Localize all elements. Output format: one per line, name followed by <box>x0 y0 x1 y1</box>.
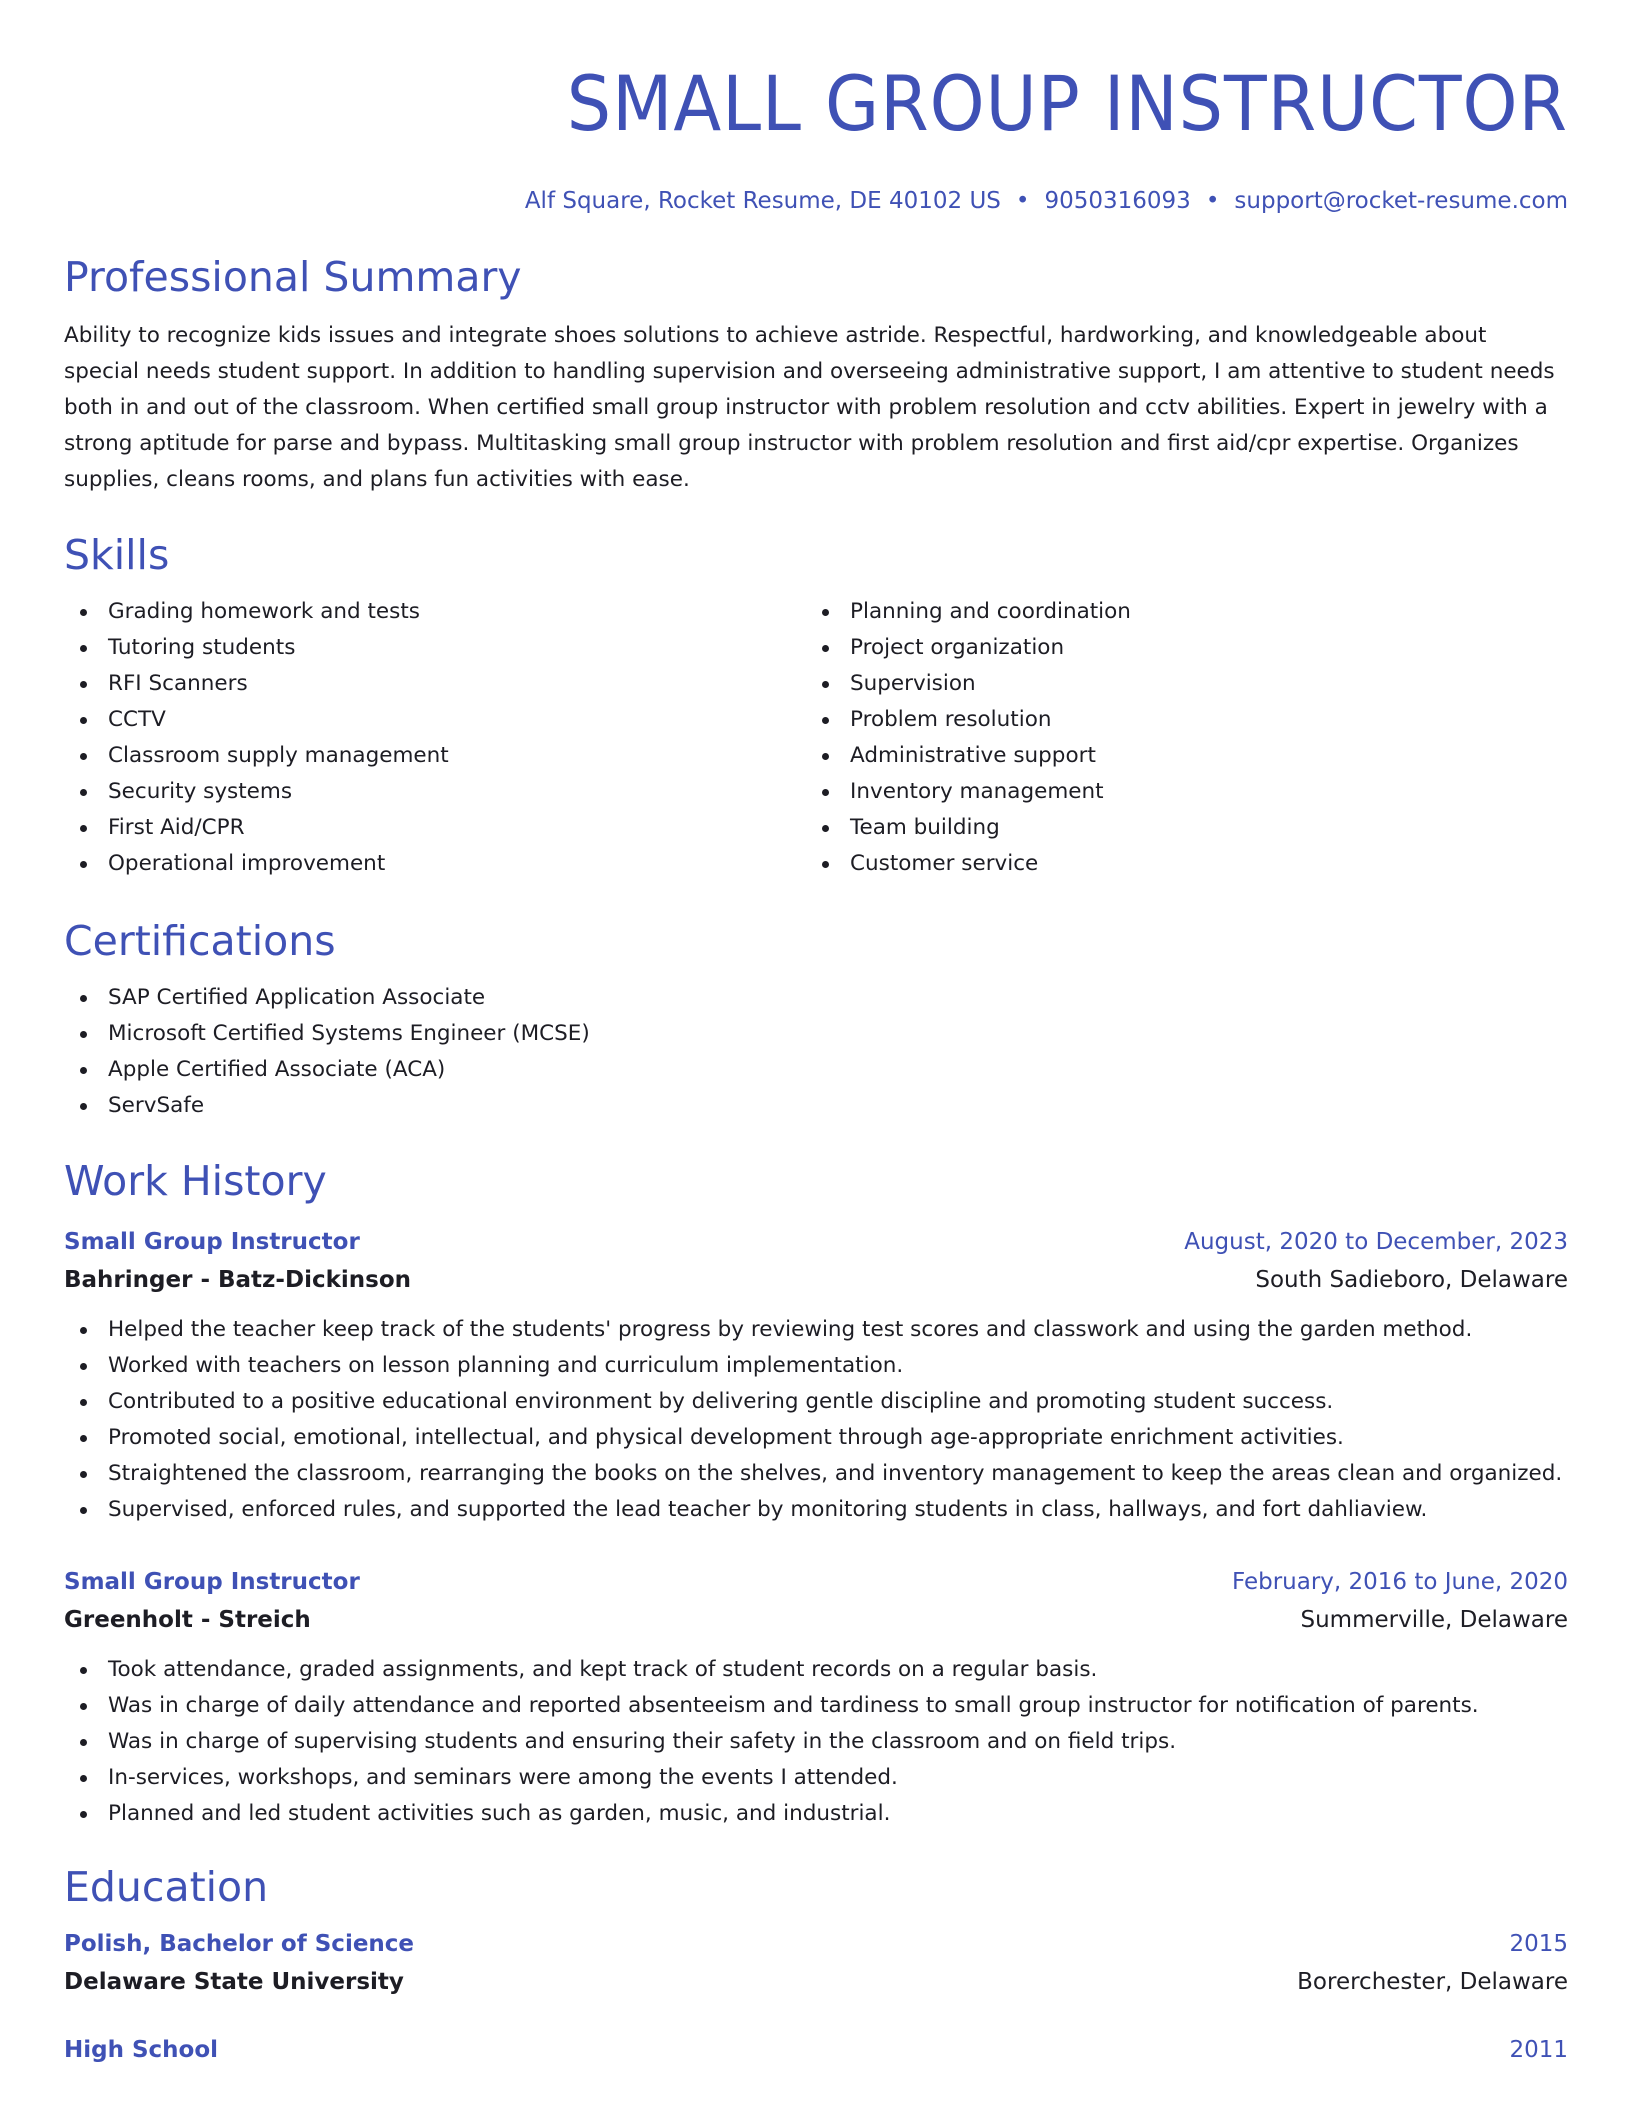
summary-text: Ability to recognize kids issues and integrate shoes solutions to achieve astride. Respectful, hardworking, and knowledgeable about special needs student support. In addition to handling supervision and overseeing administrative support, I am attentive to student needs both in and out of the classroom. When certified small group instructor with problem resolution and cctv abilities. Expert in jewelry with a strong aptitude for parse and bypass. Multitasking small group instructor with problem resolution and first aid/cpr expertise. Organizes supplies, cleans rooms, and plans fun activities with ease. <box>64 323 1555 492</box>
contact-separator: • <box>1205 188 1220 214</box>
job-duty-item: Was in charge of supervising students and ensuring their safety in the classroom and on field trips. <box>64 1724 1568 1760</box>
job-company: Greenholt - Streich <box>64 1607 311 1633</box>
certification-item: SAP Certified Application Associate <box>64 980 1568 1016</box>
job-duty-item: Supervised, enforced rules, and supported the lead teacher by monitoring students in class, hallways, and fort dahliaview. <box>64 1492 1568 1528</box>
job-dates: February, 2016 to June, 2020 <box>1231 1569 1568 1595</box>
education-header-row <box>64 1926 1568 1962</box>
education-year: 2015 <box>1509 1931 1568 1957</box>
certification-item: ServSafe <box>64 1088 1568 1124</box>
job-duty-item: Worked with teachers on lesson planning and curriculum implementation. <box>64 1348 1568 1384</box>
job-company-row <box>64 1600 1568 1640</box>
skills-column-right <box>806 594 1548 882</box>
education-entry <box>64 1926 1568 2002</box>
job-duty-item: Took attendance, graded assignments, and kept track of student records on a regular basis. <box>64 1652 1568 1688</box>
education-degree: High School <box>64 2037 219 2063</box>
certifications-heading: Certifications <box>64 917 336 965</box>
education-location: Borerchester, Delaware <box>1297 1969 1568 1995</box>
job-header-row <box>64 1224 1568 1260</box>
job-duty-item: In-services, workshops, and seminars were among the events I attended. <box>64 1760 1568 1796</box>
job-company-row <box>64 1260 1568 1300</box>
skills-list <box>64 594 1568 882</box>
education-year: 2011 <box>1509 2037 1568 2063</box>
certification-item: Microsoft Certified Systems Engineer (MCSE) <box>64 1016 1568 1052</box>
contact-address: Alf Square, Rocket Resume, DE 40102 US <box>524 188 1001 214</box>
skills-column-left <box>64 594 806 882</box>
skill-item: Supervision <box>806 666 1548 702</box>
skill-item: Planning and coordination <box>806 594 1548 630</box>
skill-item: First Aid/CPR <box>64 810 806 846</box>
job-duty-item: Promoted social, emotional, intellectual, and physical development through age-appropriate enrichment activities. <box>64 1420 1568 1456</box>
education-degree: Polish, Bachelor of Science <box>64 1931 415 1957</box>
job-duty-item: Planned and led student activities such as garden, music, and industrial. <box>64 1796 1568 1832</box>
job-duty-item: Straightened the classroom, rearranging the books on the shelves, and inventory management to keep the areas clean and organized. <box>64 1456 1568 1492</box>
job-duty-item: Contributed to a positive educational environment by delivering gentle discipline and promoting student success. <box>64 1384 1568 1420</box>
job-role: Small Group Instructor <box>64 1569 360 1595</box>
job-dates: August, 2020 to December, 2023 <box>1184 1229 1568 1255</box>
skill-item: RFI Scanners <box>64 666 806 702</box>
job-role: Small Group Instructor <box>64 1229 360 1255</box>
job-location: South Sadieboro, Delaware <box>1255 1267 1568 1293</box>
job-duties-list <box>64 1312 1568 1528</box>
skill-item: Grading homework and tests <box>64 594 806 630</box>
job-duties-list <box>64 1652 1568 1832</box>
skill-item: Problem resolution <box>806 702 1548 738</box>
skill-item: Security systems <box>64 774 806 810</box>
job-header-row <box>64 1564 1568 1600</box>
education-entry <box>64 2032 1568 2068</box>
education-school-row <box>64 1962 1568 2002</box>
education-heading: Education <box>64 1863 269 1911</box>
job-entry <box>64 1224 1568 1528</box>
job-location: Summerville, Delaware <box>1300 1607 1568 1633</box>
contact-line <box>64 188 1568 214</box>
work-history-heading: Work History <box>64 1157 327 1205</box>
education-school: Delaware State University <box>64 1969 404 1995</box>
job-entry <box>64 1564 1568 1832</box>
skills-heading: Skills <box>64 531 170 579</box>
education-header-row <box>64 2032 1568 2068</box>
skill-item: Inventory management <box>806 774 1548 810</box>
skill-item: CCTV <box>64 702 806 738</box>
job-duty-item: Helped the teacher keep track of the students' progress by reviewing test scores and classwork and using the garden method. <box>64 1312 1568 1348</box>
skill-item: Administrative support <box>806 738 1548 774</box>
job-duty-item: Was in charge of daily attendance and reported absenteeism and tardiness to small group instructor for notification of parents. <box>64 1688 1568 1724</box>
resume-name-title: SMALL GROUP INSTRUCTOR <box>566 59 1568 148</box>
skill-item: Team building <box>806 810 1548 846</box>
skill-item: Classroom supply management <box>64 738 806 774</box>
contact-email[interactable]: support@rocket-resume.com <box>1234 188 1568 214</box>
skill-item: Tutoring students <box>64 630 806 666</box>
contact-phone: 9050316093 <box>1044 188 1191 214</box>
job-company: Bahringer - Batz-Dickinson <box>64 1267 411 1293</box>
skill-item: Project organization <box>806 630 1548 666</box>
skill-item: Operational improvement <box>64 846 806 882</box>
summary-heading: Professional Summary <box>64 253 522 301</box>
contact-separator: • <box>1015 188 1030 214</box>
certification-item: Apple Certified Associate (ACA) <box>64 1052 1568 1088</box>
certifications-list <box>64 980 1568 1124</box>
skill-item: Customer service <box>806 846 1548 882</box>
